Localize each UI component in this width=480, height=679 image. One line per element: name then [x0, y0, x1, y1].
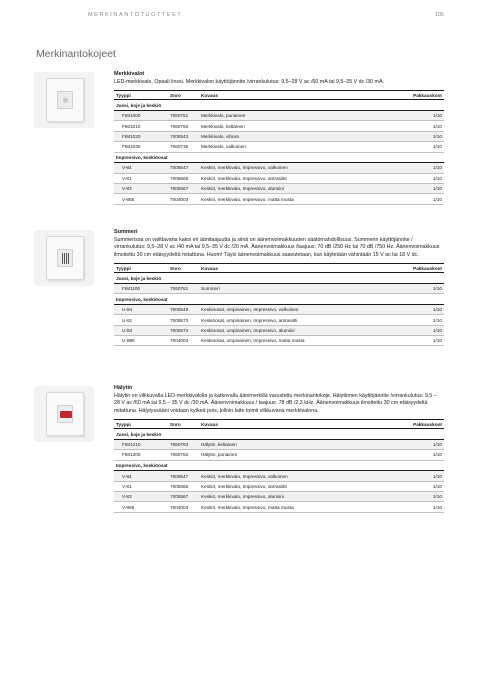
table-cell: Merkkivalo, valkoinen: [199, 142, 394, 152]
group-row: [114, 294, 444, 305]
table-cell: U-84: [114, 304, 168, 314]
page-number: 105: [434, 12, 444, 18]
table-cell: Keskiö, merkkivalo, Impressivo, antrasiitti: [199, 481, 394, 491]
table-cell: 7060760: [168, 121, 199, 131]
table-row: [114, 111, 444, 121]
table-cell: 7060735: [168, 142, 199, 152]
page-header: [88, 12, 444, 22]
table-cell: 7005573: [168, 315, 199, 325]
table-cell: FIM1010: [114, 121, 168, 131]
table-cell: V-84: [114, 471, 168, 481]
table-cell: 1/10: [394, 131, 444, 141]
column-header: Tyyppi: [114, 420, 168, 429]
table-cell: 1/10: [394, 194, 444, 204]
table-row: [114, 163, 444, 173]
section-title: Merkkivalot: [114, 71, 145, 77]
section-title: Summeri: [114, 229, 138, 235]
section-description: Hälytin on vilkkuvalla LED-merkkivalolla ja katkovalla äänimerkillä varustettu merkinantokoje. Hälyttimen käyttöjännite /virrankulutus: 9,5 – 28 V ac /60 mA tai 9,5 – 35 V dc /30 mA. Äänenvoimakkuus / taajuus: 78 dB /2,3 kHz. Äänenvoimakkuus ilmoitettu 30 cm etäisyydeltä mitattuna. Hälytyssääni voidaan kytkeä pois, jolloin laite toimii vilkkuvana merkkivalona.: [114, 393, 437, 414]
table-cell: 1/10: [394, 163, 444, 173]
table-cell: 1/10: [394, 439, 444, 449]
table-cell: FIM1030: [114, 142, 168, 152]
table-cell: 1/10: [394, 471, 444, 481]
table-cell: FIM1020: [114, 131, 168, 141]
product-table: [114, 90, 444, 204]
table-cell: 7060763: [168, 439, 199, 449]
table-cell: V-81: [114, 173, 168, 183]
table-cell: 7005567: [168, 184, 199, 194]
table-cell: 1/10: [394, 492, 444, 502]
table-cell: Keskiö, merkkivalo, Impressivo, alumiini: [199, 492, 394, 502]
table-cell: 1/10: [394, 283, 444, 293]
section-description: LED-merkkivalo. Opaali linssi. Merkkivalon käyttöjännite /virrankulutus: 9,5–28 V ac /60 mA tai 9,5–35 V dc /30 mA.: [114, 79, 384, 85]
table-cell: Merkkivalo, punainen: [199, 111, 394, 121]
table-cell: 1/10: [394, 502, 444, 512]
table-cell: V-81: [114, 481, 168, 491]
table-cell: 7005566: [168, 173, 199, 183]
table-cell: Keskiö, merkkivalo, Impressivo, valkoinen: [199, 163, 394, 173]
table-cell: 7005543: [168, 131, 199, 141]
table-row: [114, 304, 444, 314]
table-cell: 1/10: [394, 121, 444, 131]
group-name: Impressivo, keskiöosat: [114, 460, 444, 471]
product-section: [114, 71, 444, 205]
group-row: [114, 152, 444, 163]
table-cell: 1/10: [394, 325, 444, 335]
column-header: Snro: [168, 91, 199, 100]
table-cell: 7005547: [168, 471, 199, 481]
table-cell: Keskiö, merkkivalo, Impressivo, matta musta: [199, 502, 394, 512]
table-cell: Merkkivalo, vihreä: [199, 131, 394, 141]
table-cell: Merkkivalo, keltainen: [199, 121, 394, 131]
table-cell: 7004004: [168, 336, 199, 346]
group-name: Jussi, koje ja keskiö: [114, 273, 444, 284]
table-row: [114, 336, 444, 346]
table-cell: 7005567: [168, 492, 199, 502]
table-cell: 7005549: [168, 304, 199, 314]
alarm-image: [34, 386, 94, 442]
table-cell: Summeri: [199, 283, 394, 293]
table-cell: U-885: [114, 336, 168, 346]
table-cell: FIM1210: [114, 439, 168, 449]
group-row: [114, 100, 444, 111]
product-table: [114, 419, 444, 513]
table-cell: Keskiöosat, umpinainen, Impressivo, matta musta: [199, 336, 394, 346]
table-row: [114, 481, 444, 491]
table-cell: 7060751: [168, 111, 199, 121]
table-cell: 7005574: [168, 325, 199, 335]
header-title: MERKINANTOTUOTTEET: [88, 12, 183, 18]
group-row: [114, 429, 444, 440]
page-title: Merkinantokojeet: [36, 48, 116, 60]
table-cell: V-83: [114, 184, 168, 194]
group-name: Impressivo, keskiöosat: [114, 152, 444, 163]
group-row: [114, 460, 444, 471]
table-row: [114, 315, 444, 325]
table-cell: 7060752: [168, 450, 199, 460]
table-row: [114, 131, 444, 141]
table-cell: Keskiö, merkkivalo, Impressivo, valkoinen: [199, 471, 394, 481]
table-cell: 7004003: [168, 194, 199, 204]
table-cell: V-84: [114, 163, 168, 173]
table-cell: 7060761: [168, 283, 199, 293]
column-header: Kuvaus: [199, 420, 394, 429]
table-row: [114, 283, 444, 293]
led-lens-icon: [63, 98, 68, 103]
section-title: Hälytin: [114, 385, 133, 391]
table-cell: 1/10: [394, 450, 444, 460]
table-row: [114, 439, 444, 449]
group-name: Jussi, koje ja keskiö: [114, 100, 444, 111]
table-cell: 1/10: [394, 173, 444, 183]
table-cell: Keskiöosat, umpinainen, Impressivo, valkoinen: [199, 304, 394, 314]
table-row: [114, 121, 444, 131]
table-cell: V-885: [114, 194, 168, 204]
table-cell: FIM1200: [114, 450, 168, 460]
table-cell: 1/10: [394, 481, 444, 491]
table-cell: U-83: [114, 325, 168, 335]
group-name: Impressivo, keskiöosat: [114, 294, 444, 305]
column-header: Snro: [168, 420, 199, 429]
column-header: Snro: [168, 264, 199, 273]
red-light-icon: [60, 411, 72, 418]
table-cell: 1/10: [394, 184, 444, 194]
table-cell: U-81: [114, 315, 168, 325]
table-cell: Keskiö, merkkivalo, Impressivo, alumiini: [199, 184, 394, 194]
column-header: Tyyppi: [114, 91, 168, 100]
table-cell: FIM1000: [114, 111, 168, 121]
speaker-grill-icon: [62, 253, 70, 264]
table-cell: 1/10: [394, 336, 444, 346]
table-cell: 1/10: [394, 111, 444, 121]
table-cell: 1/10: [394, 142, 444, 152]
table-cell: 7004003: [168, 502, 199, 512]
table-cell: Keskiöosat, umpinainen, Impressivo, antrasiitti: [199, 315, 394, 325]
table-row: [114, 194, 444, 204]
table-row: [114, 471, 444, 481]
indicator-light-image: [34, 72, 94, 128]
column-header: Pakkauskoot: [394, 264, 444, 273]
table-row: [114, 502, 444, 512]
table-cell: Hälytin, punainen: [199, 450, 394, 460]
column-header: Pakkauskoot: [394, 91, 444, 100]
table-row: [114, 325, 444, 335]
table-cell: 1/10: [394, 315, 444, 325]
table-cell: Hälytin, keltainen: [199, 439, 394, 449]
group-name: Jussi, koje ja keskiö: [114, 429, 444, 440]
table-row: [114, 492, 444, 502]
table-cell: Keskiöosat, umpinainen, Impressivo, alumiini: [199, 325, 394, 335]
product-table: [114, 263, 444, 346]
table-cell: FIM1100: [114, 283, 168, 293]
table-cell: 1/10: [394, 304, 444, 314]
table-cell: Keskiö, merkkivalo, Impressivo, antrasiitti: [199, 173, 394, 183]
table-row: [114, 173, 444, 183]
table-row: [114, 142, 444, 152]
group-row: [114, 273, 444, 284]
table-cell: 7005566: [168, 481, 199, 491]
table-row: [114, 184, 444, 194]
product-section: [114, 229, 444, 346]
buzzer-image: [34, 230, 94, 286]
section-description: Summerissa on valittavana kaksi eri äänitaajuutta ja siinä on äänenvoimakkuuden säätömahdollisuus. Summerin käyttöjännite / virrankulutus: 9,5–28 V ac /40 mA tai 9,5–35 V dc /20 mA. Äänenvoimakkuus /taajuus: 70 dB /250 Hz tai 70 dB /750 Hz. Äänenvoimakkuus ilmoitettu 30 cm etäisyydeltä mitattuna. Huom! Täysi äänenvoimakkuus saavutetaan, kun käytetään vähintään 15 V ac tai 18 V dc.: [114, 237, 440, 258]
column-header: Kuvaus: [199, 264, 394, 273]
column-header: Pakkauskoot: [394, 420, 444, 429]
table-cell: Keskiö, merkkivalo, Impressivo, matta musta: [199, 194, 394, 204]
product-section: [114, 385, 444, 513]
column-header: Kuvaus: [199, 91, 394, 100]
column-header: Tyyppi: [114, 264, 168, 273]
table-row: [114, 450, 444, 460]
table-cell: 7005547: [168, 163, 199, 173]
table-cell: V-83: [114, 492, 168, 502]
table-cell: V-885: [114, 502, 168, 512]
